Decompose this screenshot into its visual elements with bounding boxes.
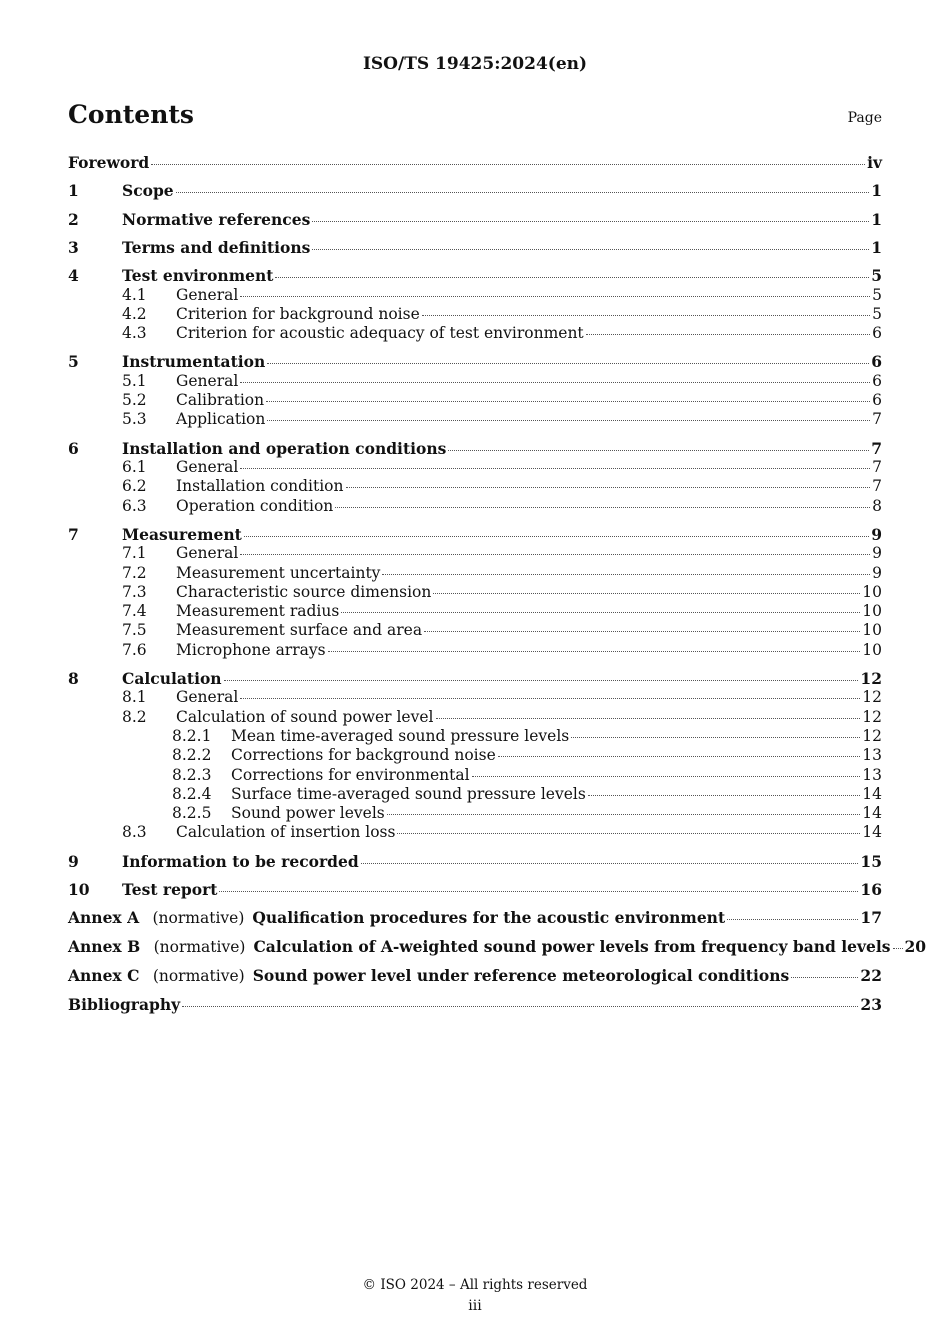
toc-entry-page: 10: [862, 602, 882, 621]
toc-entry-title: Criterion for background noise: [176, 304, 420, 323]
toc-entry-title: Calibration: [176, 391, 265, 410]
toc-entry[interactable]: [68, 238, 882, 258]
toc-entry-title: Normative references: [122, 209, 311, 229]
toc-entry-page: 7: [872, 477, 882, 496]
toc-entry-title: Microphone arrays: [176, 640, 326, 659]
toc-dot-leader: [240, 698, 860, 699]
toc-entry-title: General: [176, 371, 239, 390]
toc-dot-leader: [387, 814, 860, 815]
toc-annex-kind: (normative): [152, 967, 245, 986]
toc-entry-title: Measurement: [122, 524, 242, 544]
toc-entry-number: 5.2: [122, 391, 147, 410]
toc-entry-number: 8.2.4: [172, 784, 212, 803]
toc-entry-title: Qualification procedures for the acoustic environment: [252, 908, 726, 928]
toc-entry-title: Test environment: [122, 266, 274, 286]
toc-entry-title: Calculation: [122, 668, 222, 688]
toc-entry-title: Corrections for background noise: [231, 746, 496, 765]
toc-entry[interactable]: [68, 324, 882, 343]
toc-entry-title: General: [176, 285, 239, 304]
toc-entry-number: 4.2: [122, 304, 147, 323]
toc-entry[interactable]: [68, 286, 882, 305]
toc-entry-number: 3: [68, 237, 79, 257]
toc-entry-page: iv: [867, 153, 882, 172]
toc-entry-page: 5: [872, 285, 882, 304]
toc-dot-leader: [571, 737, 860, 738]
toc-entry[interactable]: [68, 937, 927, 957]
toc-entry-title: Bibliography: [68, 995, 181, 1015]
toc-entry-title: Measurement surface and area: [176, 621, 423, 640]
toc-dot-leader: [240, 296, 870, 297]
page-column-label: Page: [847, 110, 882, 126]
toc-entry-page: 12: [862, 726, 882, 745]
toc-entry-number: 7.1: [122, 544, 147, 563]
toc-dot-leader: [436, 718, 861, 719]
toc-dot-leader: [448, 450, 869, 451]
toc-entry[interactable]: [68, 669, 882, 689]
toc-entry-number: 7.2: [122, 563, 147, 582]
toc-entry-number: 8.1: [122, 688, 147, 707]
toc-entry-number: 6.2: [122, 477, 147, 496]
toc-entry-title: Test report: [122, 879, 218, 899]
toc-entry-page: 14: [862, 804, 882, 823]
toc-entry-page: 9: [872, 563, 882, 582]
toc-entry[interactable]: [68, 352, 882, 372]
toc-dot-leader: [244, 536, 869, 537]
toc-entry[interactable]: [68, 153, 882, 173]
toc-dot-leader: [312, 249, 869, 250]
toc-entry-title: Operation condition: [176, 496, 334, 515]
toc-entry-page: 14: [862, 784, 882, 803]
toc-entry-title: Installation condition: [176, 477, 344, 496]
toc-entry-number: 1: [68, 181, 79, 201]
toc-entry-page: 12: [862, 688, 882, 707]
toc-entry-title: Installation and operation conditions: [122, 438, 447, 458]
toc-entry-title: Characteristic source dimension: [176, 582, 432, 601]
toc-dot-leader: [346, 487, 871, 488]
toc-entry-page: 7: [872, 458, 882, 477]
toc-entry[interactable]: [68, 372, 882, 391]
toc-entry-number: 4.3: [122, 324, 147, 343]
toc-entry[interactable]: [68, 908, 882, 928]
toc-dot-leader: [267, 420, 870, 421]
toc-entry-title: Foreword: [68, 153, 150, 172]
toc-entry[interactable]: [68, 266, 882, 286]
toc-entry-page: 7: [871, 438, 882, 458]
toc-dot-leader: [498, 756, 861, 757]
toc-entry[interactable]: [68, 410, 882, 429]
toc-dot-leader: [893, 948, 903, 949]
toc-annex-label: Annex A: [68, 908, 140, 928]
toc-dot-leader: [335, 507, 870, 508]
toc-dot-leader: [397, 833, 860, 834]
toc-entry[interactable]: [68, 880, 882, 900]
toc-entry[interactable]: [68, 966, 882, 986]
toc-entry-page: 12: [860, 668, 882, 688]
toc-entry-page: 7: [872, 410, 882, 429]
toc-entry-page: 10: [862, 640, 882, 659]
toc-dot-leader: [328, 651, 861, 652]
toc-dot-leader: [275, 277, 869, 278]
toc-entry[interactable]: [68, 688, 882, 707]
toc-entry-number: 10: [68, 879, 90, 899]
toc-entry[interactable]: [68, 785, 882, 804]
toc-entry-number: 7: [68, 524, 79, 544]
toc-entry[interactable]: [68, 746, 882, 765]
toc-dot-leader: [586, 334, 870, 335]
footer-page-number: iii: [468, 1298, 482, 1314]
toc-dot-leader: [182, 1006, 858, 1007]
toc-entry-page: 9: [872, 544, 882, 563]
toc-entry-title: General: [176, 688, 239, 707]
toc-entry-number: 8: [68, 668, 79, 688]
toc-dot-leader: [433, 593, 860, 594]
toc-entry-page: 5: [872, 304, 882, 323]
toc-entry-number: 7.4: [122, 602, 147, 621]
toc-entry-number: 7.3: [122, 582, 147, 601]
toc-annex-kind: (normative): [153, 938, 246, 957]
toc-entry-number: 6.1: [122, 458, 147, 477]
toc-dot-leader: [791, 977, 858, 978]
toc-entry[interactable]: [68, 823, 882, 842]
toc-entry[interactable]: [68, 602, 882, 621]
toc-entry-page: 23: [860, 995, 882, 1015]
toc-entry-page: 17: [860, 908, 882, 928]
toc-entry-number: 5.1: [122, 371, 147, 390]
toc-dot-leader: [176, 192, 870, 193]
toc-entry-page: 20: [904, 937, 927, 957]
toc-entry-page: 22: [860, 966, 882, 986]
toc-entry-title: Sound power level under reference meteorological conditions: [252, 966, 790, 986]
toc-entry-title: General: [176, 544, 239, 563]
toc-entry[interactable]: [68, 477, 882, 496]
toc-entry[interactable]: [68, 995, 882, 1015]
toc-entry-number: 2: [68, 209, 79, 229]
toc-entry[interactable]: [68, 497, 882, 516]
toc-entry-number: 7.5: [122, 621, 147, 640]
toc-entry-number: 8.2.3: [172, 765, 212, 784]
toc-entry-title: Scope: [122, 181, 174, 201]
toc-entry-title: Criterion for acoustic adequacy of test environment: [176, 324, 584, 343]
toc-dot-leader: [588, 795, 860, 796]
toc-entry[interactable]: [68, 766, 882, 785]
footer-copyright: © ISO 2024 – All rights reserved: [362, 1277, 588, 1293]
toc-entry-number: 8.3: [122, 823, 147, 842]
table-of-contents: [68, 153, 927, 1015]
toc-annex-label: Annex C: [68, 966, 140, 986]
toc-annex-prefix: [68, 966, 245, 986]
toc-entry-title: Calculation of sound power level: [176, 707, 434, 726]
page-title: Contents: [68, 100, 195, 129]
toc-dot-leader: [424, 631, 860, 632]
toc-entry[interactable]: [68, 727, 882, 746]
toc-entry[interactable]: [68, 210, 882, 230]
toc-entry[interactable]: [68, 804, 882, 823]
toc-dot-leader: [472, 776, 861, 777]
toc-entry-page: 6: [871, 352, 882, 372]
toc-entry-number: 7.6: [122, 640, 147, 659]
toc-dot-leader: [240, 554, 870, 555]
document-header-id: ISO/TS 19425:2024(en): [362, 54, 588, 74]
toc-entry[interactable]: [68, 439, 882, 459]
toc-entry[interactable]: [68, 583, 882, 602]
toc-dot-leader: [266, 401, 870, 402]
toc-entry-page: 6: [872, 324, 882, 343]
toc-entry-page: 1: [871, 181, 882, 201]
toc-entry[interactable]: [68, 458, 882, 477]
toc-dot-leader: [361, 863, 859, 864]
toc-dot-leader: [224, 680, 859, 681]
toc-annex-kind: (normative): [152, 909, 245, 928]
toc-entry-page: 9: [871, 524, 882, 544]
toc-entry-number: 8.2.5: [172, 804, 212, 823]
toc-dot-leader: [341, 612, 860, 613]
toc-entry-page: 8: [872, 496, 882, 515]
toc-annex-prefix: [68, 908, 244, 928]
toc-entry-page: 12: [862, 707, 882, 726]
toc-entry[interactable]: [68, 544, 882, 563]
toc-entry-page: 16: [860, 879, 882, 899]
toc-entry-number: 8.2.2: [172, 746, 212, 765]
toc-entry-page: 6: [872, 391, 882, 410]
toc-entry-page: 1: [871, 237, 882, 257]
toc-entry-number: 4: [68, 266, 79, 286]
toc-entry-title: Calculation of insertion loss: [176, 823, 396, 842]
toc-entry-number: 6.3: [122, 496, 147, 515]
toc-entry[interactable]: [68, 305, 882, 324]
toc-entry-page: 6: [872, 371, 882, 390]
toc-entry-page: 13: [862, 746, 882, 765]
toc-entry-number: 4.1: [122, 285, 147, 304]
toc-entry-title: Surface time-averaged sound pressure levels: [231, 784, 586, 803]
toc-entry-page: 14: [862, 823, 882, 842]
toc-entry-page: 10: [862, 621, 882, 640]
toc-entry[interactable]: [68, 708, 882, 727]
toc-entry-title: Measurement radius: [176, 602, 340, 621]
toc-entry[interactable]: [68, 181, 882, 201]
toc-entry[interactable]: [68, 564, 882, 583]
toc-dot-leader: [422, 315, 870, 316]
toc-dot-leader: [382, 574, 870, 575]
toc-entry-page: 13: [862, 765, 882, 784]
toc-annex-prefix: [68, 937, 245, 957]
toc-entry-title: Instrumentation: [122, 352, 266, 372]
toc-entry-page: 10: [862, 582, 882, 601]
toc-dot-leader: [151, 164, 865, 165]
toc-entry-title: General: [176, 458, 239, 477]
toc-entry-number: 5.3: [122, 410, 147, 429]
toc-entry-title: Terms and definitions: [122, 237, 311, 257]
toc-entry-number: 9: [68, 851, 79, 871]
toc-dot-leader: [219, 891, 858, 892]
toc-dot-leader: [312, 221, 869, 222]
toc-entry-page: 15: [860, 851, 882, 871]
toc-dot-leader: [727, 919, 858, 920]
toc-dot-leader: [240, 382, 870, 383]
toc-entry-title: Application: [176, 410, 266, 429]
toc-entry-title: Measurement uncertainty: [176, 563, 381, 582]
toc-entry-number: 5: [68, 352, 79, 372]
toc-entry-title: Mean time-averaged sound pressure levels: [231, 726, 570, 745]
toc-entry-number: 8.2.1: [172, 726, 212, 745]
toc-entry-title: Calculation of A-weighted sound power levels from frequency band levels: [253, 937, 891, 957]
toc-entry[interactable]: [68, 525, 882, 545]
toc-entry-title: Sound power levels: [231, 804, 385, 823]
toc-entry[interactable]: [68, 852, 882, 872]
toc-entry-number: 6: [68, 438, 79, 458]
toc-dot-leader: [267, 363, 869, 364]
toc-entry[interactable]: [68, 641, 882, 660]
toc-entry-page: 1: [871, 209, 882, 229]
toc-dot-leader: [240, 468, 870, 469]
toc-entry-number: 8.2: [122, 707, 147, 726]
toc-entry-title: Corrections for environmental: [231, 765, 470, 784]
toc-entry-page: 5: [871, 266, 882, 286]
toc-annex-label: Annex B: [68, 937, 141, 957]
toc-entry-title: Information to be recorded: [122, 851, 359, 871]
toc-entry[interactable]: [68, 621, 882, 640]
toc-entry[interactable]: [68, 391, 882, 410]
